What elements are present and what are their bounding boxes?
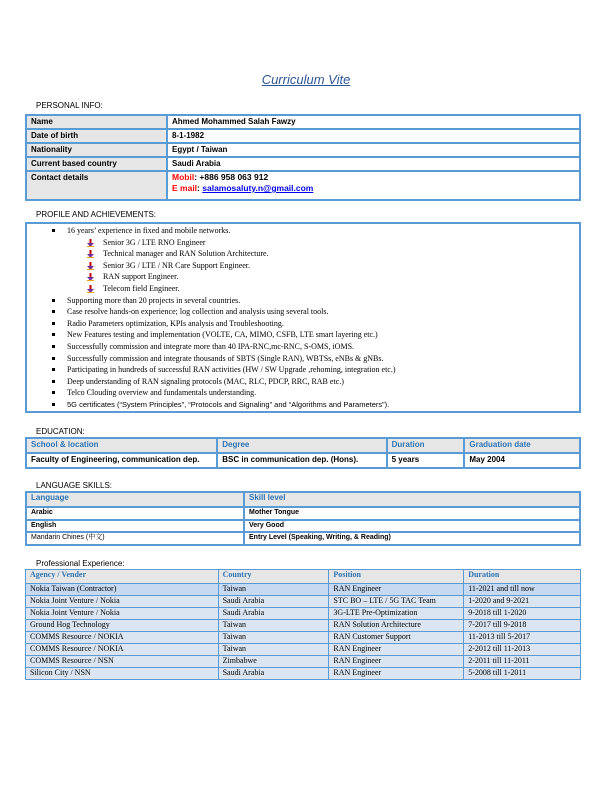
list-text: New Features testing and implementation (VOLTE, CA, MIMO, CSFB, LTE smart layering etc.) <box>67 330 378 340</box>
field-value: 8-1-1982 <box>167 129 580 143</box>
duration-cell: 1-2020 and 9-2021 <box>464 596 581 608</box>
experience-row <box>26 608 581 620</box>
field-label: Name <box>26 115 167 129</box>
field-label: Nationality <box>26 143 167 157</box>
header-row <box>26 570 581 584</box>
achievement-list-item <box>67 364 396 376</box>
personal-row <box>26 157 580 171</box>
email-link[interactable]: salamosaluty.n@gmail.com <box>202 183 314 193</box>
achievement-list-item <box>67 318 284 330</box>
mobile-number: : +886 958 063 912 <box>194 172 269 182</box>
column-header: Position <box>329 570 464 584</box>
list-text: Participating in hundreds of successful RAN activities (HW / SW Upgrade ,rehoming, integration etc.) <box>67 365 396 375</box>
duration-cell: 2-2011 till 11-2011 <box>464 656 581 668</box>
list-text: Deep understanding of RAN signaling protocols (MAC, RLC, PDCP, RRC, RAB etc.) <box>67 376 344 386</box>
square-bullet-icon <box>52 322 55 325</box>
language-row <box>26 532 580 545</box>
column-header: Degree <box>217 438 386 453</box>
list-text: Case resolve hands-on experience; log collection and analysis using several tools. <box>67 307 329 317</box>
personal-info-heading: PERSONAL INFO: <box>36 101 103 110</box>
position-cell: RAN Engineer <box>329 668 464 680</box>
country-cell: Taiwan <box>218 584 329 596</box>
column-header: Duration <box>464 570 581 584</box>
duration-cell: 11-2021 and till now <box>464 584 581 596</box>
experience-table <box>25 569 581 680</box>
list-text: Telco Clouding overview and fundamentals understanding. <box>67 388 257 398</box>
duration-cell: 11-2013 till 5-2017 <box>464 632 581 644</box>
duration-cell: 2-2012 till 11-2013 <box>464 644 581 656</box>
column-header: Duration <box>387 438 465 453</box>
column-header: Agency / Vender <box>26 570 219 584</box>
achievement-list-item <box>67 329 378 341</box>
square-bullet-icon <box>52 299 55 302</box>
country-cell: Taiwan <box>218 644 329 656</box>
country-cell: Saudi Arabia <box>218 608 329 620</box>
achievement-list-item <box>67 341 354 353</box>
agency-cell: Ground Hog Technology <box>26 620 219 632</box>
agency-cell: COMMS Resource / NSN <box>26 656 219 668</box>
achievement-list-item <box>67 295 240 307</box>
language-name: Arabic <box>26 507 244 520</box>
education-cell: Faculty of Engineering, communication dep. <box>26 453 217 468</box>
achievement-list-item <box>67 399 389 411</box>
arrow-bullet-icon <box>87 273 93 280</box>
experience-row <box>26 632 581 644</box>
contact-label: Contact details <box>26 171 167 200</box>
experience-row <box>26 644 581 656</box>
list-text: Technical manager and RAN Solution Architecture. <box>103 249 269 259</box>
field-label: Date of birth <box>26 129 167 143</box>
education-cell: 5 years <box>387 453 465 468</box>
list-text: RAN support Engineer. <box>103 272 179 282</box>
field-value: Ahmed Mohammed Salah Fawzy <box>167 115 580 129</box>
achievement-list-item <box>67 225 230 237</box>
list-text: 5G certificates (“System Principles”, “Protocols and Signaling” and “Algorithms and Parameters”). <box>67 400 390 409</box>
role-list-item <box>103 260 250 272</box>
skill-level: Very Good <box>244 520 580 533</box>
contact-row: Contact details Mobil: +886 958 063 912 E mail: salamosaluty.n@gmail.com <box>26 171 580 200</box>
square-bullet-icon <box>52 368 55 371</box>
agency-cell: Silicon City / NSN <box>26 668 219 680</box>
language-row <box>26 507 580 520</box>
mobile-label: Mobil <box>172 172 195 182</box>
list-text: 16 years’ experience in fixed and mobile networks. <box>67 226 231 235</box>
profile-heading: PROFILE AND ACHIEVEMENTS: <box>36 210 157 219</box>
agency-cell: Nokia Joint Venture / Nokia <box>26 608 219 620</box>
duration-cell: 5-2008 till 1-2011 <box>464 668 581 680</box>
role-list-item <box>103 248 269 260</box>
title-text: Curriculum Vite <box>261 72 351 87</box>
position-cell: RAN Engineer <box>329 644 464 656</box>
experience-heading: Professional Experience: <box>36 559 125 568</box>
skill-level: Mother Tongue <box>244 507 580 520</box>
profile-box <box>25 222 581 413</box>
role-list-item <box>103 271 178 283</box>
square-bullet-icon <box>52 333 55 336</box>
agency-cell: Nokia Taiwan (Contractor) <box>26 584 219 596</box>
arrow-bullet-icon <box>87 239 93 246</box>
role-list-item <box>103 283 180 295</box>
education-table <box>25 437 581 469</box>
role-list-item <box>103 237 206 249</box>
education-cell: May 2004 <box>464 453 580 468</box>
country-cell: Zimbabwe <box>218 656 329 668</box>
square-bullet-icon <box>52 310 55 313</box>
position-cell: RAN Engineer <box>329 584 464 596</box>
field-label: Current based country <box>26 157 167 171</box>
achievement-list-item <box>67 376 344 388</box>
document-title <box>0 72 612 87</box>
square-bullet-icon <box>52 380 55 383</box>
square-bullet-icon <box>52 345 55 348</box>
list-text: Telecom field Engineer. <box>103 284 180 293</box>
achievement-list-item <box>67 306 328 318</box>
language-name: Mandarin Chines (中文) <box>26 532 244 545</box>
list-text: Senior 3G / LTE RNO Engineer <box>103 237 206 247</box>
position-cell: STC BO – LTE / 5G TAC Team <box>329 596 464 608</box>
country-cell: Saudi Arabia <box>218 596 329 608</box>
position-cell: RAN Solution Architecture <box>329 620 464 632</box>
experience-row <box>26 656 581 668</box>
personal-row <box>26 115 580 129</box>
language-heading: LANGUAGE SKILLS: <box>36 481 113 490</box>
square-bullet-icon <box>52 229 55 232</box>
personal-row <box>26 143 580 157</box>
country-cell: Taiwan <box>218 632 329 644</box>
header-row <box>26 492 580 507</box>
experience-row <box>26 584 581 596</box>
column-header: Country <box>218 570 329 584</box>
square-bullet-icon <box>52 391 55 394</box>
personal-info-table <box>25 114 581 201</box>
email-label: E mail <box>172 183 198 193</box>
arrow-bullet-icon <box>87 285 93 292</box>
square-bullet-icon <box>52 403 55 406</box>
language-row <box>26 520 580 533</box>
column-header: Skill level <box>244 492 580 507</box>
country-cell: Taiwan <box>218 620 329 632</box>
personal-row <box>26 129 580 143</box>
position-cell: RAN Engineer <box>329 656 464 668</box>
square-bullet-icon <box>52 357 55 360</box>
agency-cell: COMMS Resource / NOKIA <box>26 632 219 644</box>
country-cell: Saudi Arabia <box>218 668 329 680</box>
arrow-bullet-icon <box>87 262 93 269</box>
list-text: Senior 3G / LTE / NR Care Support Engineer. <box>103 260 251 270</box>
duration-cell: 9-2018 till 1-2020 <box>464 608 581 620</box>
experience-row <box>26 596 581 608</box>
agency-cell: COMMS Resource / NOKIA <box>26 644 219 656</box>
language-name: English <box>26 520 244 533</box>
experience-row <box>26 620 581 632</box>
column-header: Language <box>26 492 244 507</box>
experience-row <box>26 668 581 680</box>
language-table <box>25 491 581 546</box>
field-value: Egypt / Taiwan <box>167 143 580 157</box>
column-header: Graduation date <box>464 438 580 453</box>
arrow-bullet-icon <box>87 250 93 257</box>
list-text: Successfully commission and integrate thousands of SBTS (Single RAN), WBTSs, eNBs & gNBs. <box>67 353 384 363</box>
education-heading: EDUCATION: <box>36 427 85 436</box>
list-text: Radio Parameters optimization, KPIs analysis and Troubleshooting. <box>67 318 284 328</box>
position-cell: 3G-LTE Pre-Optimization <box>329 608 464 620</box>
skill-level: Entry Level (Speaking, Writing, & Reading) <box>244 532 580 545</box>
list-text: Successfully commission and integrate more than 40 IPA-RNC,mc-RNC, S-OMS, iOMS. <box>67 342 355 351</box>
position-cell: RAN Customer Support <box>329 632 464 644</box>
column-header: School & location <box>26 438 217 453</box>
achievement-list-item <box>67 387 256 399</box>
achievement-list-item <box>67 353 384 365</box>
agency-cell: Nokia Joint Venture / Nokia <box>26 596 219 608</box>
education-cell: BSC in communication dep. (Hons). <box>217 453 386 468</box>
list-text: Supporting more than 20 projects in several countries. <box>67 295 241 305</box>
field-value: Saudi Arabia <box>167 157 580 171</box>
duration-cell: 7-2017 till 9-2018 <box>464 620 581 632</box>
